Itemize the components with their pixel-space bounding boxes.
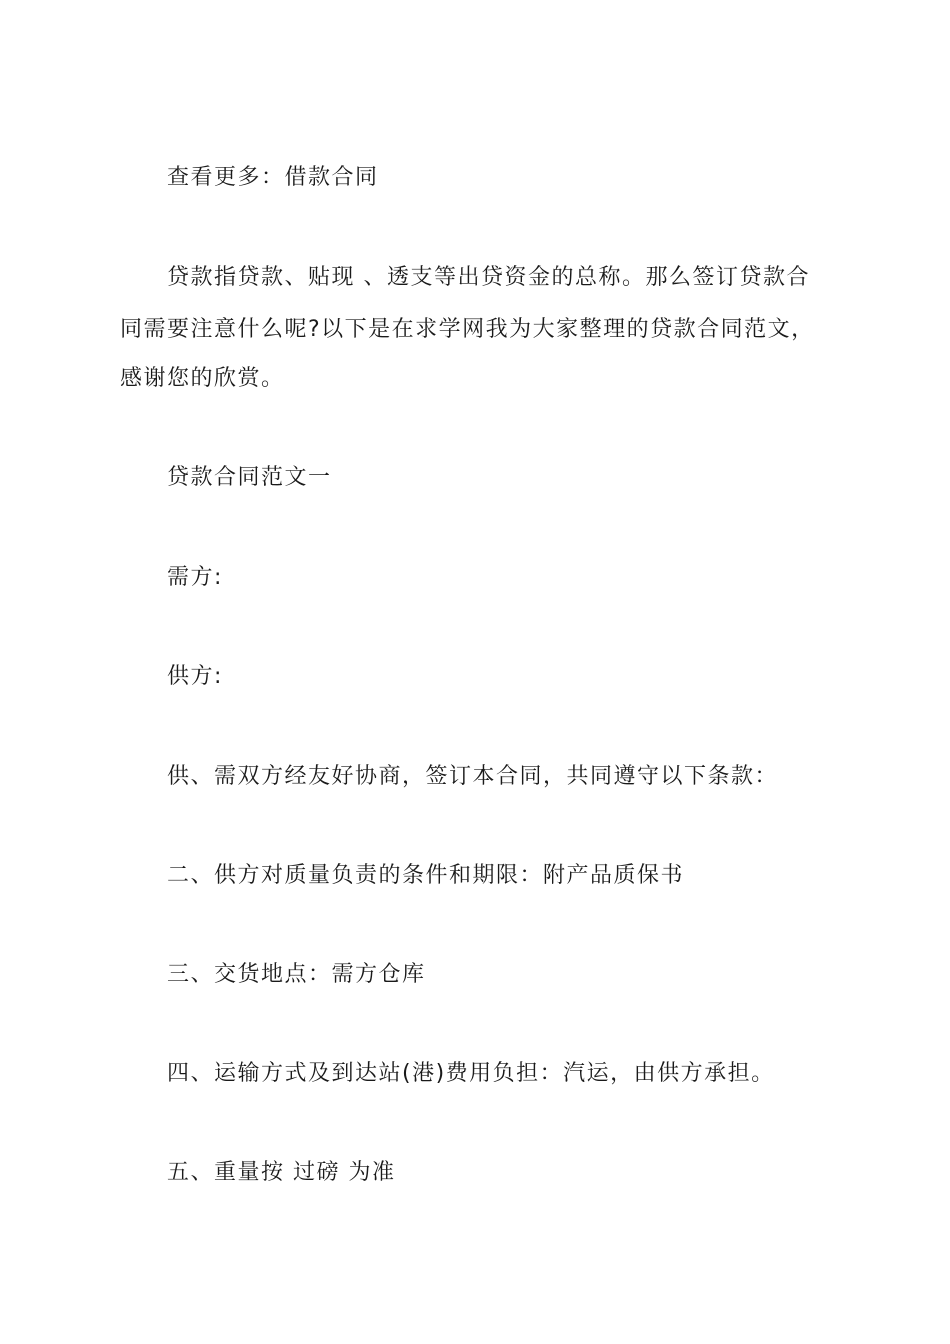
agreement-text: 供、需双方经友好协商，签订本合同，共同遵守以下条款： (167, 764, 779, 789)
clause-3: 三、交货地点：需方仓库 (167, 962, 426, 987)
intro-line-1: 贷款指贷款、贴现 、透支等出贷资金的总称。那么签订贷款合 (167, 265, 810, 290)
demand-party-label: 需方: (167, 565, 223, 590)
intro-line-3: 感谢您的欣赏。 (120, 366, 285, 391)
section-title: 贷款合同范文一 (167, 465, 332, 490)
intro-line-2: 同需要注意什么呢?以下是在求学网我为大家整理的贷款合同范文， (120, 317, 815, 342)
clause-4: 四、运输方式及到达站(港)费用负担：汽运，由供方承担。 (167, 1061, 775, 1086)
supply-party-label: 供方: (167, 664, 223, 689)
see-more-line: 查看更多：借款合同 (167, 165, 379, 190)
clause-2: 二、供方对质量负责的条件和期限：附产品质保书 (167, 863, 685, 888)
clause-5: 五、重量按 过磅 为准 (167, 1160, 396, 1185)
